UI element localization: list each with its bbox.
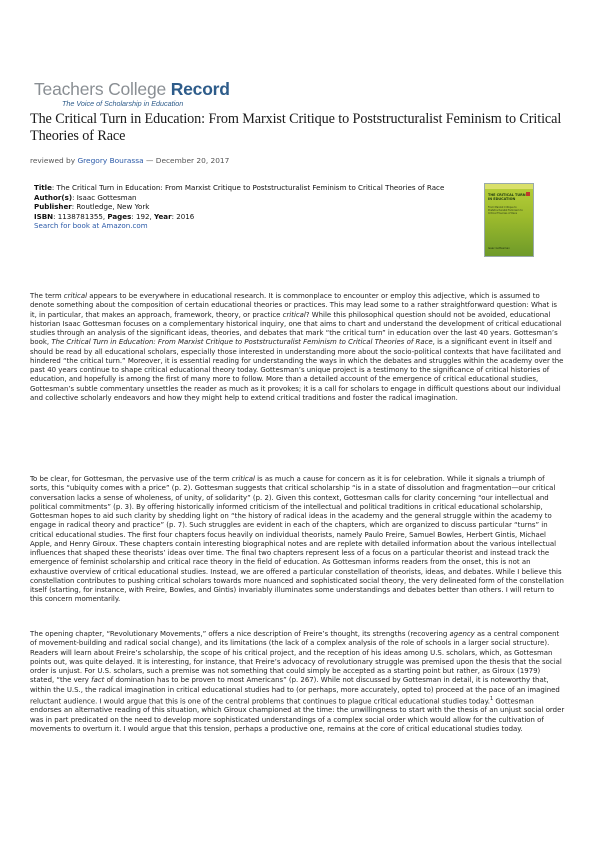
- p2-text-a: To be clear, for Gottesman, the pervasive use of the term: [30, 475, 232, 483]
- byline-prefix: reviewed by: [30, 156, 78, 165]
- p3-italic-d: fact: [91, 676, 105, 685]
- book-pages-label: Pages: [107, 211, 132, 221]
- book-author-label: Author(s): [34, 192, 73, 202]
- book-isbn-label: ISBN: [34, 211, 54, 221]
- cover-title: THE CRITICAL TURN IN EDUCATION: [488, 193, 526, 201]
- amazon-link-line: [34, 221, 474, 231]
- p2-italic-b: critical: [231, 475, 255, 483]
- cover-subtitle: From Marxist Critique to Poststructuralist Feminism to Critical Theories of Race: [488, 206, 523, 215]
- book-author-value: : Isaac Gottesman: [72, 192, 137, 202]
- book-author-line: [34, 193, 474, 203]
- book-year-label: Year: [154, 211, 172, 221]
- logo-wordmark: [34, 80, 234, 98]
- logo-word-teachers-college: Teachers College: [34, 79, 171, 99]
- review-paragraph-1: [30, 292, 565, 403]
- book-publisher-line: [34, 202, 474, 212]
- logo-tagline: The Voice of Scholarship in Education: [62, 99, 184, 108]
- footnote-marker[interactable]: 1: [490, 695, 494, 702]
- tcr-logo[interactable]: [34, 80, 234, 110]
- cover-author: Isaac Gottesman: [488, 247, 510, 250]
- p3-text-c: as a central component of movement-building and radical social change), and its limitations (the lack of a complex analysis of the role of schools in a larger social structure). Readers will learn about Freire’s scholarship, the scope of his critical project, and the reception of his ideas among U.S. scholars, which, as Gottesman points out, was quite delayed. It is interesting, for instance, that Freire’s advocacy of revolutionary struggle was premised upon the thesis that the social order is unjust. For U.S. scholars, such a premise was not something that could simply be accepted as a starting point but rather, as Giroux (1979) stated, “the very: [30, 630, 562, 685]
- book-pages-value: : 192,: [131, 211, 155, 221]
- book-cover-image: [484, 183, 534, 257]
- p1-text-c: appears to be everywhere in educational research. It is commonplace to encounter or employ this adjective, which is assumed to denote something about the composition of certain educational theories or practices. This may lead some to a rather straightforward question: What is it, in particular, that makes an approach, framework, theory, or practice: [30, 292, 557, 319]
- review-paragraph-3: [30, 630, 565, 734]
- book-title-label: Title: [34, 183, 52, 192]
- book-publisher-value: : Routledge, New York: [71, 202, 150, 212]
- byline: [30, 156, 229, 165]
- p1-text-e: ? While this philosophical question should not be avoided, educational historian Isaac Gottesman focuses on a complementary historical inquiry, one that aims to chart and understand the development of critical educational studies through an analysis of the significant ideas, theories, and debates that mark “the critical turn” in education over the last 40 years. Gottesman’s book,: [30, 310, 562, 347]
- book-isbn-line: [34, 212, 474, 222]
- review-title: The Critical Turn in Education: From Marxist Critique to Poststructuralist Feminism to Critical Theories of Race: [30, 111, 562, 144]
- p2-text-c: is as much a cause for concern as it is for celebration. While it signals a triumph of sorts, this “ubiquity comes with a price” (p. 2). Gottesman suggests that critical scholarship “is in a state of dissolution and fragmentation—our critical conversation lacks a sense of wholeness, of unity, of solidarity” (p. 2). Given this context, Gottesman calls for clarity concerning “our intellectual and political commitments” (p. 3). By offering historically informed criticism of the intellectual and political traditions in critical educational scholarship, Gottesman hopes to aid such clarity by shedding light on “the history of radical ideas in the academy and the general struggle within the academy to engage in radical theory and practice” (p. 7). Such struggles are evident in each of the chapters, which are organized to discuss particular “turns” in critical educational studies. The first four chapters focus heavily on individual theorists, namely Paulo Freire, Samuel Bowles, Herbert Gintis, Michael Apple, and Henry Giroux. These chapters contain interesting biographical notes and are replete with detailed information about the various intellectual influences that shaped these theorists’ ideas over time. The final two chapters represent less of a focus on a particular theorist and instead track the emergence of feminist scholarship and critical race theory in the field of education. As Gottesman informs readers from the onset, this is not an exhaustive overview of critical educational studies. Instead, we are offered a particular constellation of theorists, ideas, and debates. While I believe this constellation contributes to pushing critical scholars towards more nuanced and sophisticated social theory, the very delineated form of the constellation itself (starting, for instance, with Freire, Bowles, and Gintis) invariably illuminates some understandings and debates better than others. I will return to this concern momentarily.: [30, 475, 564, 604]
- p1-italic-d: critical: [282, 310, 306, 319]
- p1-book-title-italic: The Critical Turn in Education: From Marxist Critique to Poststructuralist Feminism to Critical Theories of Race: [51, 338, 433, 347]
- cover-top-bar: [485, 184, 533, 189]
- book-publisher-label: Publisher: [34, 202, 72, 212]
- byline-separator: —: [143, 156, 156, 165]
- amazon-search-link[interactable]: Search for book at Amazon.com: [34, 221, 148, 231]
- review-date: December 20, 2017: [155, 156, 230, 165]
- p1-text-g: , is a significant event in itself and should be read by all educational scholars, especially those interested in understanding more about the socio-political contexts that have facilitated and hindered “the critical turn.” Moreover, it is essential reading for understanding the ways in which the debates and struggles within the academy over the past 40 years continue to shape critical educational theory today. Gottesman’s unique project is a testimony to the significance of critical histories of education, and hopefully is among the first of many more to follow. More than a detailed account of the emergence of critical educational studies, Gottesman’s subtle commentary unsettles the reader as much as it provokes; it is a call for scholars to engage in difficult questions about our individual and collective scholarly endeavors and how they might help to extend critical traditions and foster the radical imagination.: [30, 338, 564, 402]
- p3-text-a: The opening chapter, “Revolutionary Movements,” offers a nice description of Freire’s thought, its strengths (recovering: [30, 630, 450, 638]
- p1-text-a: The term: [30, 292, 64, 300]
- book-isbn-value: : 1138781355,: [53, 211, 108, 221]
- book-title-line: [34, 183, 474, 193]
- book-info: [34, 183, 474, 231]
- p3-italic-b: agency: [449, 630, 475, 638]
- book-title-value: : The Critical Turn in Education: From Marxist Critique to Poststructuralist Feminism to Critical Theories of Race: [51, 183, 445, 192]
- book-year-value: : 2016: [171, 211, 195, 221]
- reviewer-link[interactable]: Gregory Bourassa: [77, 156, 144, 165]
- p3-text-e: of domination has to be proven to most Americans” (p. 267). While not discussed by Gottesman in detail, it is noteworthy that, within the U.S., the radical imagination in critical educational studies had to (or perhaps, more accurately, opted to) proceed at the pace of an imagined reluctant audience. I would argue that this is one of the central problems that continues to plague critical educational studies today.: [30, 676, 560, 706]
- p1-italic-b: critical: [63, 292, 88, 300]
- logo-word-record: Record: [170, 79, 230, 99]
- review-paragraph-2: [30, 475, 565, 605]
- p3-text-f: Gottesman endorses an alternative reading of this situation, which Giroux championed at the time: the unwillingness to start with the thesis of an unjust social order was in part predicated on the need to develop more sophisticated understandings of a complex social order which would allow for the cultivation of movements to overturn it. I would argue that this tension, perhaps a productive one, remains at the core of critical educational studies today.: [30, 697, 565, 733]
